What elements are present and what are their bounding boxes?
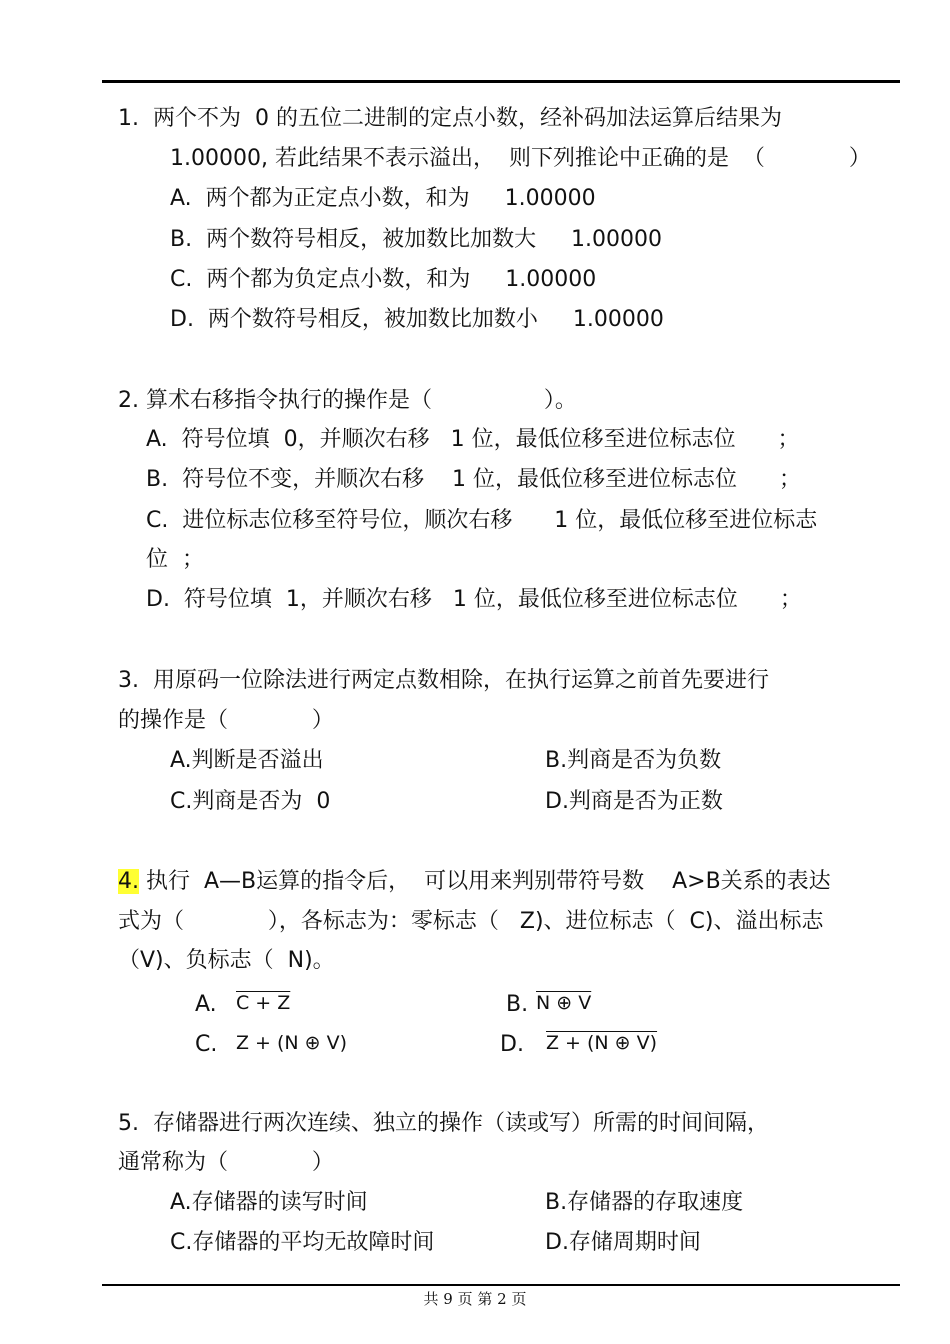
q4-option-b-label: B.	[506, 992, 529, 1017]
q5-option-c: C.存储器的平均无故障时间	[170, 1230, 435, 1255]
q3-option-c: C.判商是否为 0	[170, 789, 331, 814]
q2-option-c-line1: C. 进位标志位移至符号位，顺次右移 1 位，最低位移至进位标志	[146, 508, 818, 533]
q4-stem-line1	[118, 867, 831, 897]
q1-option-d: D. 两个数符号相反，被加数比加数小 1.00000	[170, 307, 664, 332]
page-footer: 共 9 页 第 2 页	[423, 1290, 527, 1308]
header-rule	[102, 80, 900, 83]
q2-option-b: B. 符号位不变，并顺次右移 1 位，最低位移至进位标志位 ；	[146, 467, 801, 492]
q3-option-d: D.判商是否为正数	[545, 789, 723, 814]
q1-option-b: B. 两个数符号相反，被加数比加数大 1.00000	[170, 227, 663, 252]
q4-option-a-label: A.	[195, 992, 217, 1017]
q3-option-a: A.判断是否溢出	[170, 748, 324, 773]
q1-stem-line2: 1.00000, 若此结果不表示溢出， 则下列推论中正确的是 （ ）	[170, 146, 871, 171]
q5-option-b: B.存储器的存取速度	[545, 1190, 744, 1215]
q5-option-d: D.存储周期时间	[545, 1230, 701, 1255]
q4-option-c-label: C.	[195, 1032, 218, 1057]
q3-stem-line2: 的操作是（ ）	[118, 708, 334, 733]
q4-stem-text: 执行 A—B运算的指令后， 可以用来判别带符号数 A>B关系的表达	[139, 869, 831, 894]
q3-stem-line1: 3. 用原码一位除法进行两定点数相除，在执行运算之前首先要进行	[118, 668, 769, 693]
q1-option-a: A. 两个都为正定点小数，和为 1.00000	[170, 186, 596, 211]
q2-stem: 2. 算术右移指令执行的操作是（ ）。	[118, 388, 577, 413]
q1-option-c: C. 两个都为负定点小数，和为 1.00000	[170, 267, 597, 292]
q4-number-highlight: 4.	[118, 869, 139, 894]
q1-stem-line1: 1. 两个不为 0 的五位二进制的定点小数，经补码加法运算后结果为	[118, 106, 782, 131]
q3-option-b: B.判商是否为负数	[545, 748, 722, 773]
q4-stem-line2: 式为（ ），各标志为：零标志（ Z)、进位标志（ C)、溢出标志	[118, 909, 824, 934]
q4-option-a-expr: C + Z	[236, 992, 291, 1014]
q5-stem-line1: 5. 存储器进行两次连续、独立的操作（读或写）所需的时间间隔，	[118, 1111, 769, 1136]
q2-option-c-line2: 位 ；	[146, 547, 204, 572]
footer-rule	[102, 1284, 900, 1286]
q4-option-d-label: D.	[500, 1032, 524, 1057]
q4-stem-line3: （V)、负标志（ N)。	[118, 948, 335, 973]
q5-stem-line2: 通常称为（ ）	[118, 1150, 334, 1175]
q4-option-c-expr: Z + (N ⊕ V)	[236, 1032, 348, 1054]
q4-option-b-expr: N ⊕ V	[536, 992, 592, 1014]
q2-option-a: A. 符号位填 0，并顺次右移 1 位，最低位移至进位标志位 ；	[146, 427, 800, 452]
q4-option-d-expr: Z + (N ⊕ V)	[546, 1032, 658, 1054]
q5-option-a: A.存储器的读写时间	[170, 1190, 368, 1215]
q2-option-d: D. 符号位填 1，并顺次右移 1 位，最低位移至进位标志位 ；	[146, 587, 802, 612]
